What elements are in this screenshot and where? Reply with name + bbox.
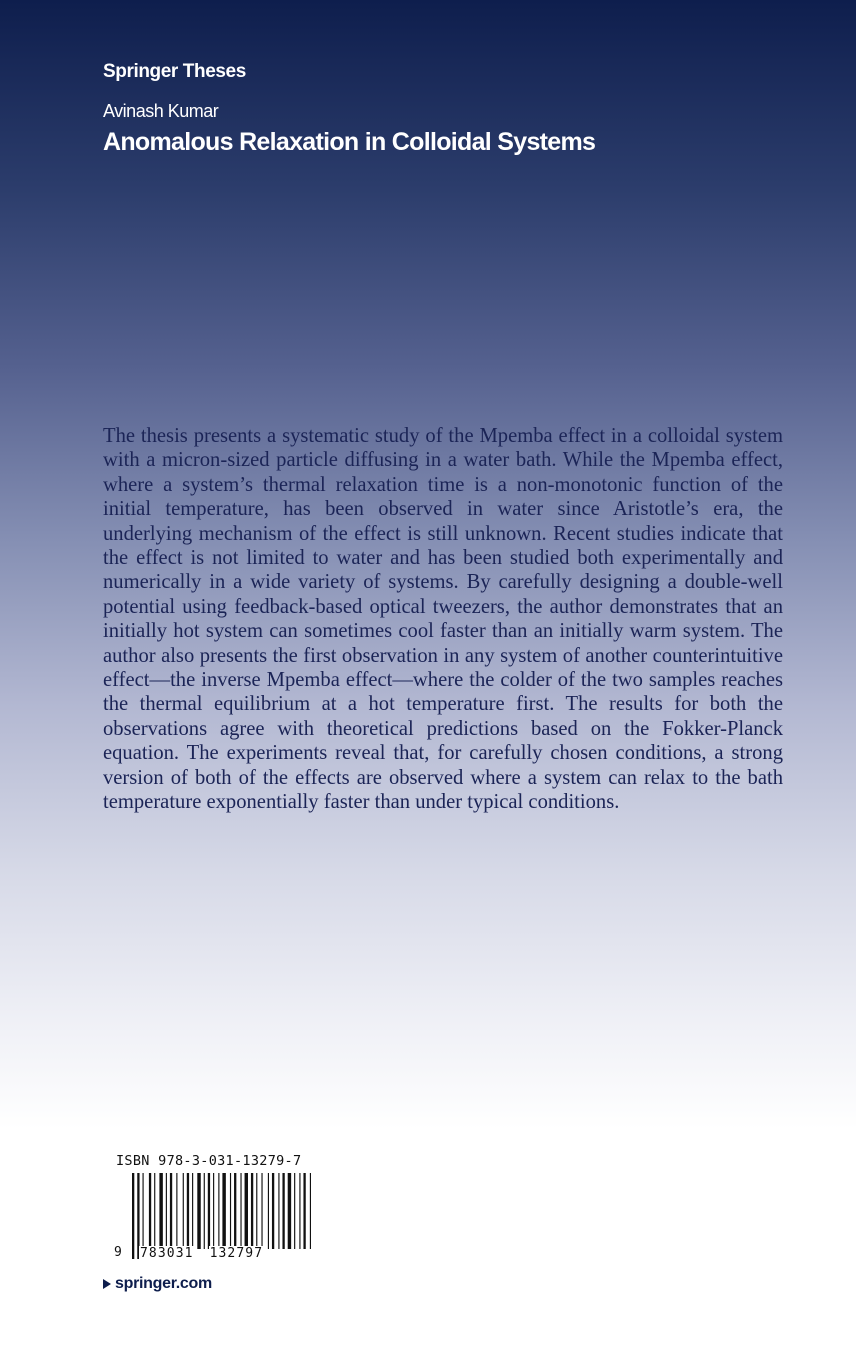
barcode-bar bbox=[183, 1173, 184, 1249]
barcode-bar bbox=[218, 1173, 219, 1249]
barcode-bar bbox=[197, 1173, 200, 1249]
barcode-bar bbox=[256, 1173, 257, 1249]
barcode-bar bbox=[192, 1173, 193, 1249]
barcode-bar bbox=[282, 1173, 284, 1249]
barcode-bar bbox=[213, 1173, 214, 1249]
barcode-bar bbox=[268, 1173, 269, 1249]
series-name: Springer Theses bbox=[103, 61, 246, 82]
barcode-bar bbox=[272, 1173, 274, 1249]
barcode-bar bbox=[170, 1173, 172, 1249]
barcode-bar bbox=[288, 1173, 291, 1249]
barcode-bar bbox=[261, 1173, 262, 1249]
barcode-bar bbox=[245, 1173, 248, 1249]
barcode-left-digits: 783031 bbox=[140, 1246, 194, 1261]
barcode-bar bbox=[208, 1173, 210, 1249]
author-name: Avinash Kumar bbox=[103, 101, 219, 121]
barcode-block bbox=[114, 1153, 324, 1259]
barcode-bar bbox=[176, 1173, 177, 1249]
barcode-right-digits: 132797 bbox=[209, 1246, 264, 1261]
barcode-bar bbox=[222, 1173, 225, 1249]
barcode-bar bbox=[278, 1173, 279, 1249]
barcode-lead-digit: 9 bbox=[114, 1245, 122, 1260]
barcode-bar bbox=[204, 1173, 205, 1249]
barcode-bar bbox=[251, 1173, 253, 1249]
barcode-bar bbox=[132, 1173, 134, 1259]
barcode-bar bbox=[154, 1173, 155, 1249]
barcode-bar bbox=[187, 1173, 189, 1249]
barcode-bar bbox=[240, 1173, 241, 1249]
barcode-bar bbox=[149, 1173, 151, 1249]
publisher-url: springer.com bbox=[115, 1275, 212, 1292]
play-icon bbox=[103, 1279, 111, 1289]
barcode-bar bbox=[310, 1173, 311, 1249]
book-title: Anomalous Relaxation in Colloidal Systems bbox=[103, 128, 596, 156]
barcode-bar bbox=[299, 1173, 300, 1249]
publisher-link[interactable] bbox=[103, 1275, 212, 1293]
barcode-bar bbox=[303, 1173, 305, 1249]
barcode-bar bbox=[159, 1173, 162, 1249]
isbn-label: ISBN 978-3-031-13279-7 bbox=[116, 1153, 302, 1169]
barcode-digits bbox=[139, 1246, 314, 1261]
barcode-bar bbox=[166, 1173, 167, 1249]
barcode-bar bbox=[143, 1173, 144, 1249]
back-cover-blurb: The thesis presents a systematic study of the Mpemba effect in a colloidal system with a micron-sized particle diffusing in a water bath. While the Mpemba effect, where a system’s thermal relaxation time is a non-monotonic function of the initial temperature, has been observed in water since Aristotle’s era, the underlying mechanism of the effect is still unknown. Recent studies indicate that the effect is not limited to water and has been studied both experimentally and numerically in a wide variety of systems. By carefully designing a double-well potential using feedback-based optical tweezers, the author demonstrates that an initially hot system can sometimes cool faster than an initially warm system. The author also presents the first observation in any system of another counterintuitive effect—the inverse Mpemba effect—where the colder of the two samples reaches the thermal equilibrium at a hot temperature first. The results for both the observations agree with theoretical predictions based on the Fokker-Planck equation. The experiments reveal that, for carefully chosen conditions, a strong version of both of the effects are observed where a system can relax to the bath temperature exponentially faster than under typical conditions. bbox=[103, 425, 783, 814]
barcode-bar bbox=[294, 1173, 295, 1249]
